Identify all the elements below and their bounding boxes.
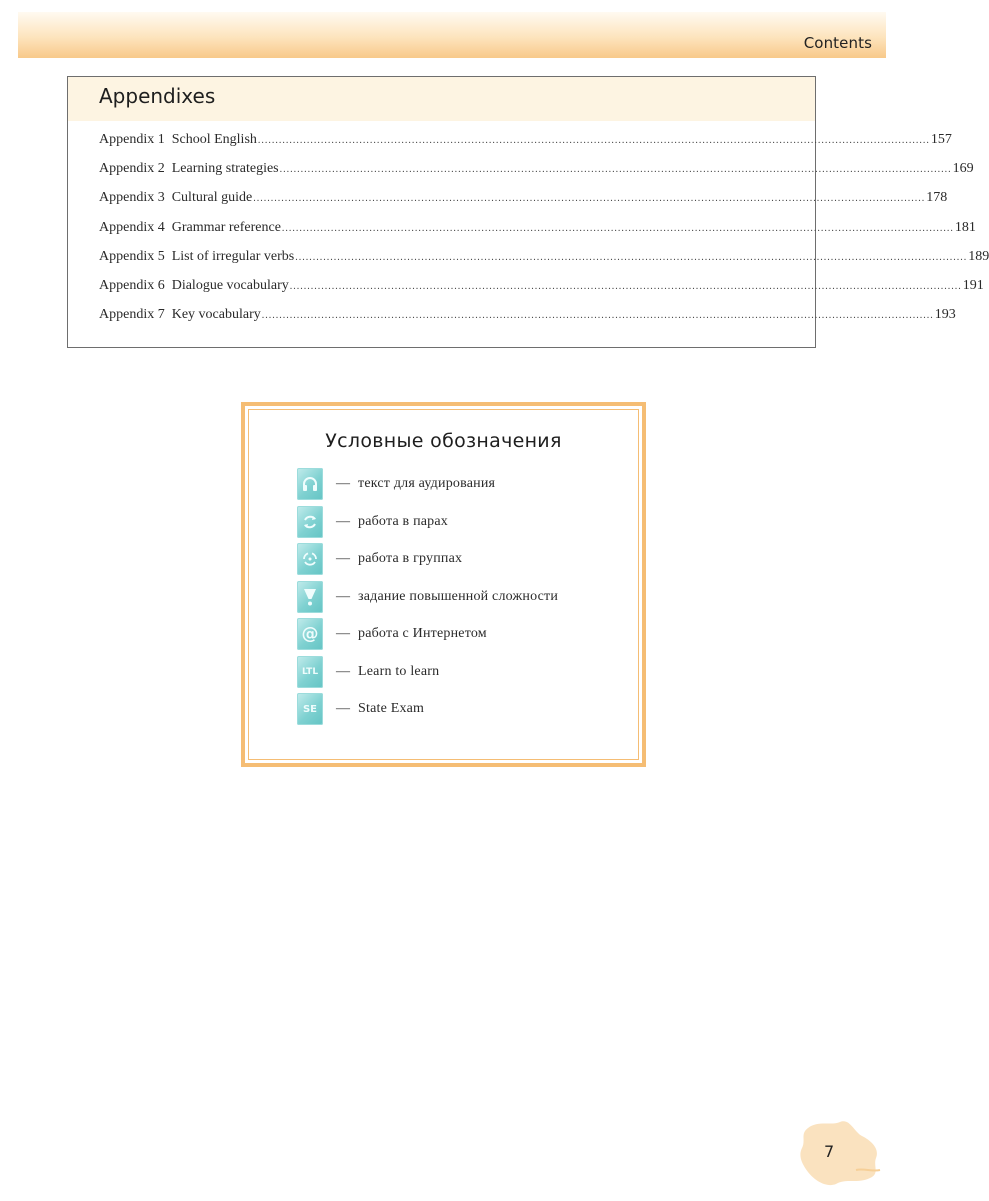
legend-text: текст для аудирования — [358, 476, 496, 491]
ltl-icon: LTL — [297, 656, 323, 688]
toc-page: 169 — [952, 161, 974, 177]
toc-title: Learning strategies — [171, 161, 279, 177]
toc-leader: ................................................................................................................................................................................................ — [289, 280, 962, 292]
toc-number: Appendix 3 — [99, 190, 165, 206]
header-band — [18, 12, 886, 58]
appendixes-heading: Appendixes — [99, 84, 216, 108]
toc-leader: ................................................................................................................................................................................................ — [253, 193, 926, 205]
page-number: 7 — [824, 1142, 835, 1161]
legend-box — [241, 402, 646, 767]
legend-item — [297, 656, 439, 688]
legend-text: работа с Интернетом — [358, 626, 487, 641]
legend-text: Learn to learn — [358, 663, 440, 679]
toc-page: 189 — [968, 248, 989, 264]
appendixes-box — [67, 76, 989, 348]
exclamation-icon — [297, 581, 323, 613]
toc-title: School English — [171, 132, 257, 147]
toc-leader: ................................................................................................................................................................................................ — [257, 135, 930, 146]
toc-title: List of irregular verbs — [171, 248, 295, 264]
page-number-splash — [796, 1118, 882, 1188]
pair-arrows-icon — [297, 506, 323, 538]
legend-title: Условные обозначения — [325, 430, 562, 452]
legend-dash: — — [336, 551, 350, 566]
legend-item — [297, 543, 462, 575]
toc-page: 193 — [934, 307, 956, 323]
toc-title: Dialogue vocabulary — [171, 277, 289, 293]
legend-dash: — — [336, 701, 350, 716]
legend-dash: — — [336, 626, 350, 641]
legend-item — [297, 693, 424, 725]
toc-number: Appendix 1 — [99, 132, 165, 147]
toc-page: 181 — [954, 219, 976, 235]
toc-row[interactable] — [99, 307, 956, 336]
legend-dash: — — [336, 663, 350, 679]
legend-item — [297, 618, 487, 650]
legend-text: работа в парах — [358, 513, 448, 529]
toc-page: 191 — [962, 277, 984, 293]
at-sign-icon: @ — [297, 618, 323, 650]
legend-dash: — — [336, 476, 350, 491]
toc-number: Appendix 6 — [99, 277, 165, 293]
toc-leader: ................................................................................................................................................................................................ — [261, 310, 934, 322]
toc-row[interactable] — [99, 219, 976, 249]
toc-row[interactable] — [99, 277, 984, 307]
se-icon: SE — [297, 693, 323, 725]
toc-row[interactable] — [99, 248, 989, 278]
legend-text: работа в группах — [358, 551, 463, 566]
toc-row[interactable] — [99, 132, 952, 161]
toc-number: Appendix 5 — [99, 248, 165, 264]
group-arrows-icon — [297, 543, 323, 575]
toc-title: Grammar reference — [171, 219, 281, 235]
toc-number: Appendix 7 — [99, 307, 165, 323]
legend-dash: — — [336, 588, 350, 604]
toc-row[interactable] — [99, 190, 948, 219]
toc-page: 157 — [930, 132, 952, 147]
appendixes-header — [68, 77, 815, 121]
toc-number: Appendix 2 — [99, 161, 165, 177]
toc-title: Key vocabulary — [171, 307, 261, 323]
toc-row[interactable] — [99, 161, 974, 190]
legend-item — [297, 468, 495, 500]
toc-leader: ................................................................................................................................................................................................ — [279, 164, 952, 176]
toc-list — [99, 132, 989, 336]
legend-text: State Exam — [358, 701, 425, 716]
section-title: Contents — [803, 34, 872, 52]
toc-page: 178 — [926, 190, 948, 206]
legend-dash: — — [336, 513, 350, 529]
toc-title: Cultural guide — [171, 190, 253, 206]
legend-text: задание повышенной сложности — [358, 588, 559, 604]
headphones-icon — [297, 468, 323, 500]
legend-item — [297, 506, 448, 538]
toc-number: Appendix 4 — [99, 219, 165, 235]
toc-leader: ................................................................................................................................................................................................ — [281, 222, 954, 234]
toc-leader: ................................................................................................................................................................................................ — [295, 251, 968, 263]
legend-item — [297, 581, 558, 613]
